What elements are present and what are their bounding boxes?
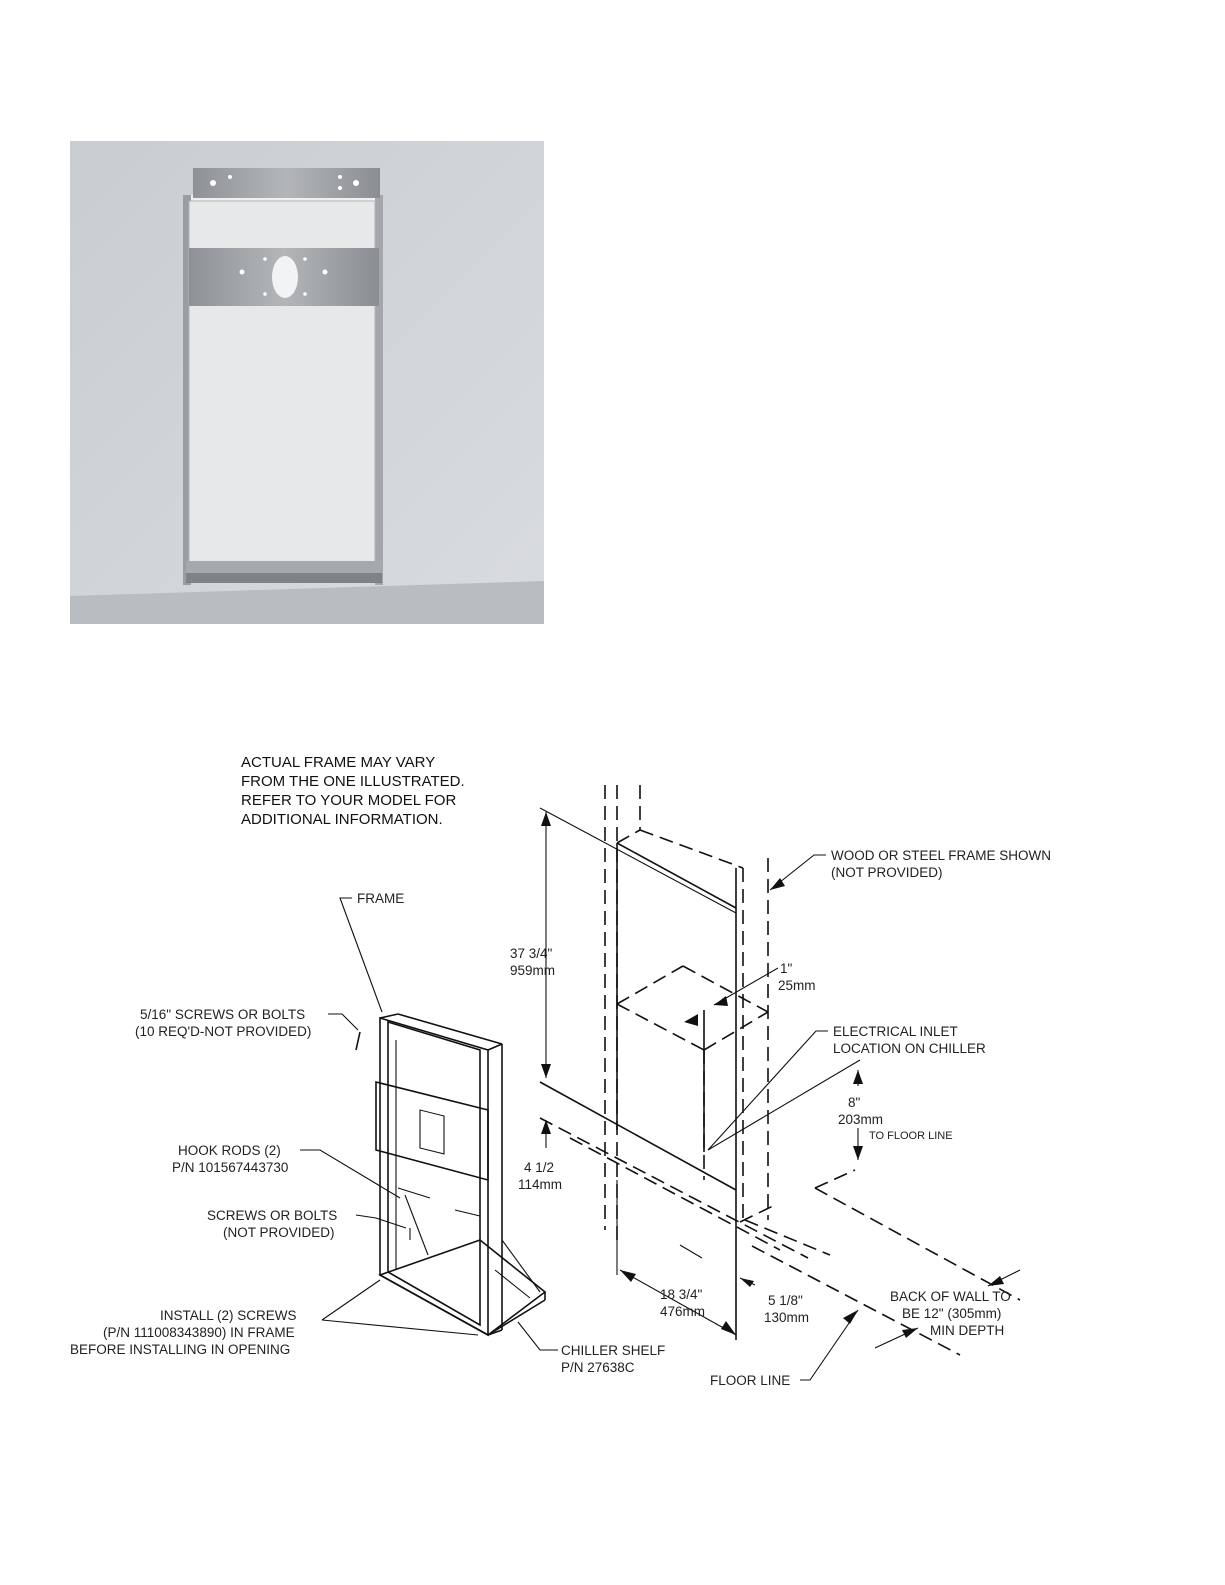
depth-dim-mm: 130mm: [764, 1310, 810, 1325]
install-screws-label-1: INSTALL (2) SCREWS: [160, 1308, 297, 1323]
screws-bolts-label-1: SCREWS OR BOLTS: [207, 1208, 338, 1223]
inlet-height-ref: TO FLOOR LINE: [869, 1130, 953, 1142]
chiller-shelf-label-1: CHILLER SHELF: [561, 1343, 666, 1358]
width-dim-mm: 476mm: [660, 1304, 706, 1319]
base-dim-mm: 114mm: [518, 1177, 563, 1192]
chiller-shelf-label-2: P/N 27638C: [561, 1360, 635, 1375]
frame-variation-note: [241, 754, 465, 828]
hook-rods-label-2: P/N 101567443730: [172, 1160, 289, 1175]
electrical-inlet-label-2: LOCATION ON CHILLER: [833, 1041, 986, 1056]
wood-steel-label-1: WOOD OR STEEL FRAME SHOWN: [831, 848, 1052, 863]
electrical-inlet-label-1: ELECTRICAL INLET: [833, 1024, 958, 1039]
note-line-4: ADDITIONAL INFORMATION.: [241, 811, 443, 828]
hook-rods-label-1: HOOK RODS (2): [178, 1143, 281, 1158]
height-dim-mm: 959mm: [510, 963, 556, 978]
install-screws-label-3: BEFORE INSTALLING IN OPENING: [70, 1342, 291, 1357]
floor-line-label: FLOOR LINE: [710, 1373, 791, 1388]
width-dim-in: 18 3/4": [660, 1287, 703, 1302]
offset-dim-mm: 25mm: [778, 978, 816, 993]
offset-dim-in: 1": [780, 961, 793, 976]
note-line-1: ACTUAL FRAME MAY VARY: [241, 754, 436, 771]
note-line-3: REFER TO YOUR MODEL FOR: [241, 792, 457, 809]
note-line-2: FROM THE ONE ILLUSTRATED.: [241, 773, 465, 790]
inlet-height-in: 8": [848, 1095, 861, 1110]
inlet-height-mm: 203mm: [838, 1112, 884, 1127]
base-dim-in: 4 1/2: [524, 1160, 555, 1175]
wood-steel-label-2: (NOT PROVIDED): [831, 865, 943, 880]
height-dim-in: 37 3/4": [510, 946, 553, 961]
back-of-wall-label-2: BE 12" (305mm): [902, 1306, 1002, 1321]
install-screws-label-2: (P/N 111008343890) IN FRAME: [103, 1325, 295, 1340]
frame-assembly: [356, 1014, 545, 1335]
frame-label: FRAME: [357, 891, 405, 906]
back-of-wall-label-3: MIN DEPTH: [930, 1323, 1005, 1338]
depth-dim-in: 5 1/8": [768, 1293, 803, 1308]
screws-bolts-label-2: (NOT PROVIDED): [223, 1225, 335, 1240]
back-of-wall-label-1: BACK OF WALL TO: [890, 1289, 1011, 1304]
screws-516-label-2: (10 REQ'D-NOT PROVIDED): [135, 1024, 312, 1039]
screws-516-label-1: 5/16" SCREWS OR BOLTS: [140, 1007, 306, 1022]
